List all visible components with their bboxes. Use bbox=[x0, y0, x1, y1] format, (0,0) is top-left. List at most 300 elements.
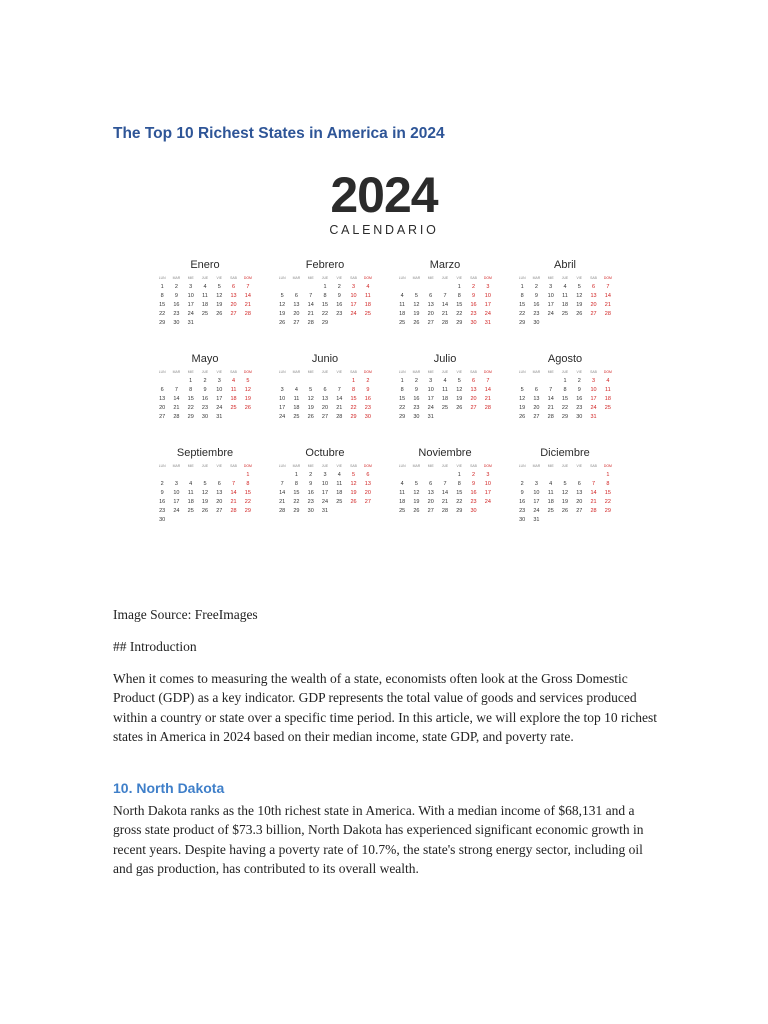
month-day-grid bbox=[395, 274, 495, 328]
day-number: 14 bbox=[441, 490, 449, 496]
day-number: 21 bbox=[441, 311, 449, 317]
day-number: 22 bbox=[244, 499, 251, 505]
month-noviembre bbox=[395, 446, 495, 516]
empty-day-cell bbox=[529, 471, 543, 480]
weekday-header: MAR bbox=[292, 276, 301, 280]
day-number: 17 bbox=[533, 499, 540, 505]
day-number: 3 bbox=[217, 378, 221, 384]
day-number: 14 bbox=[307, 302, 314, 308]
day-number: 26 bbox=[201, 508, 209, 514]
weekday-header: LUN bbox=[398, 276, 406, 280]
calendar-image bbox=[155, 168, 613, 533]
day-number: 8 bbox=[457, 481, 461, 487]
weekday-header: MAR bbox=[532, 464, 541, 468]
day-number: 20 bbox=[470, 396, 477, 402]
day-number: 25 bbox=[561, 311, 569, 317]
day-number: 25 bbox=[336, 499, 343, 505]
day-number: 2 bbox=[174, 284, 178, 290]
day-number: 20 bbox=[427, 311, 434, 317]
day-number: 7 bbox=[592, 481, 596, 487]
month-name: Diciembre bbox=[540, 447, 590, 459]
day-number: 10 bbox=[216, 387, 223, 393]
day-number: 25 bbox=[187, 508, 194, 514]
weekday-header: DOM bbox=[483, 370, 492, 374]
day-number: 12 bbox=[279, 302, 286, 308]
weekday-header: JUE bbox=[201, 464, 209, 468]
weekday-header: MAR bbox=[412, 370, 421, 374]
day-number: 4 bbox=[443, 378, 447, 384]
day-number: 10 bbox=[427, 387, 434, 393]
day-number: 16 bbox=[519, 499, 526, 505]
day-number: 13 bbox=[427, 490, 434, 496]
month-day-grid bbox=[515, 462, 615, 525]
day-number: 11 bbox=[230, 387, 237, 393]
day-number: 1 bbox=[400, 378, 404, 384]
weekday-header: DOM bbox=[243, 370, 252, 374]
day-number: 19 bbox=[216, 302, 223, 308]
day-number: 17 bbox=[427, 396, 434, 402]
day-number: 17 bbox=[279, 405, 286, 411]
month-day-grid bbox=[395, 368, 495, 422]
day-number: 14 bbox=[279, 490, 286, 496]
day-number: 26 bbox=[244, 405, 251, 411]
day-number: 30 bbox=[307, 508, 314, 514]
weekday-header: SAB bbox=[470, 370, 477, 374]
day-number: 10 bbox=[484, 481, 491, 487]
day-number: 27 bbox=[470, 405, 477, 411]
day-number: 6 bbox=[472, 378, 476, 384]
day-number: 10 bbox=[173, 490, 180, 496]
day-number: 26 bbox=[413, 508, 420, 514]
empty-day-cell bbox=[304, 377, 318, 386]
day-number: 22 bbox=[456, 499, 463, 505]
day-number: 16 bbox=[364, 396, 371, 402]
day-number: 27 bbox=[364, 499, 371, 505]
empty-day-cell bbox=[438, 471, 452, 480]
day-number: 9 bbox=[174, 293, 178, 299]
day-number: 12 bbox=[413, 302, 420, 308]
day-number: 2 bbox=[203, 378, 207, 384]
day-number: 18 bbox=[441, 396, 449, 402]
day-number: 3 bbox=[429, 378, 433, 384]
weekday-header: MIE bbox=[187, 370, 194, 374]
weekday-header: SAB bbox=[470, 464, 477, 468]
empty-day-cell bbox=[169, 471, 183, 480]
day-number: 27 bbox=[293, 320, 300, 326]
day-number: 2 bbox=[366, 378, 370, 384]
empty-day-cell bbox=[395, 283, 409, 292]
month-day-grid bbox=[515, 274, 615, 328]
day-number: 12 bbox=[350, 481, 357, 487]
day-number: 7 bbox=[549, 387, 553, 393]
weekday-header: SAB bbox=[230, 370, 237, 374]
day-number: 11 bbox=[399, 302, 405, 308]
day-number: 5 bbox=[309, 387, 313, 393]
day-number: 15 bbox=[399, 396, 406, 402]
day-number: 24 bbox=[547, 311, 554, 317]
day-number: 21 bbox=[307, 311, 314, 317]
day-number: 16 bbox=[173, 302, 180, 308]
day-number: 22 bbox=[159, 311, 166, 317]
day-number: 19 bbox=[350, 490, 357, 496]
day-number: 27 bbox=[427, 320, 434, 326]
weekday-header: MAR bbox=[532, 276, 541, 280]
day-number: 2 bbox=[309, 472, 313, 478]
day-number: 8 bbox=[294, 481, 298, 487]
day-number: 19 bbox=[201, 499, 209, 505]
month-diciembre bbox=[515, 446, 615, 525]
day-number: 20 bbox=[321, 405, 329, 411]
day-number: 6 bbox=[577, 481, 581, 487]
day-number: 24 bbox=[484, 499, 491, 505]
day-number: 24 bbox=[590, 405, 597, 411]
weekday-header: SAB bbox=[590, 276, 597, 280]
weekday-header: LUN bbox=[278, 276, 286, 280]
day-number: 7 bbox=[443, 293, 447, 299]
day-number: 21 bbox=[336, 405, 343, 411]
empty-day-cell bbox=[332, 377, 346, 386]
day-number: 19 bbox=[307, 405, 314, 411]
weekday-header: DOM bbox=[603, 276, 612, 280]
empty-day-cell bbox=[558, 471, 572, 480]
day-number: 20 bbox=[364, 490, 371, 496]
day-number: 4 bbox=[337, 472, 341, 478]
day-number: 15 bbox=[561, 396, 569, 402]
day-number: 12 bbox=[519, 396, 526, 402]
empty-day-cell bbox=[289, 283, 303, 292]
day-number: 1 bbox=[457, 284, 461, 290]
day-number: 21 bbox=[173, 405, 180, 411]
day-number: 1 bbox=[246, 472, 250, 478]
day-number: 5 bbox=[414, 481, 418, 487]
day-number: 15 bbox=[456, 302, 463, 308]
month-name: Septiembre bbox=[176, 447, 234, 459]
day-number: 7 bbox=[280, 481, 284, 487]
day-number: 3 bbox=[174, 481, 178, 487]
day-number: 2 bbox=[414, 378, 418, 384]
day-number: 9 bbox=[160, 490, 164, 496]
day-number: 24 bbox=[187, 311, 194, 317]
day-number: 25 bbox=[364, 311, 371, 317]
weekday-header: MIE bbox=[427, 370, 434, 374]
day-number: 18 bbox=[604, 396, 611, 402]
day-number: 28 bbox=[441, 508, 449, 514]
day-number: 9 bbox=[577, 387, 581, 393]
day-number: 24 bbox=[321, 499, 329, 505]
empty-day-cell bbox=[586, 471, 600, 480]
day-number: 11 bbox=[364, 293, 371, 299]
day-number: 23 bbox=[533, 311, 540, 317]
weekday-header: DOM bbox=[243, 276, 252, 280]
day-number: 28 bbox=[484, 405, 491, 411]
day-number: 24 bbox=[216, 405, 223, 411]
day-number: 18 bbox=[336, 490, 343, 496]
weekday-header: DOM bbox=[363, 464, 372, 468]
day-number: 9 bbox=[337, 293, 341, 299]
day-number: 11 bbox=[293, 396, 300, 402]
weekday-header: SAB bbox=[230, 464, 237, 468]
day-number: 15 bbox=[519, 302, 526, 308]
day-number: 29 bbox=[159, 320, 166, 326]
weekday-header: LUN bbox=[278, 464, 286, 468]
weekday-header: DOM bbox=[243, 464, 252, 468]
day-number: 24 bbox=[427, 405, 434, 411]
day-number: 23 bbox=[470, 499, 477, 505]
day-number: 15 bbox=[159, 302, 166, 308]
day-number: 8 bbox=[563, 387, 567, 393]
month-name: Mayo bbox=[191, 353, 219, 365]
day-number: 28 bbox=[604, 311, 611, 317]
day-number: 10 bbox=[321, 481, 329, 487]
weekday-header: MAR bbox=[172, 464, 181, 468]
day-number: 27 bbox=[159, 414, 166, 420]
month-junio bbox=[275, 352, 375, 422]
day-number: 2 bbox=[160, 481, 164, 487]
day-number: 25 bbox=[399, 320, 406, 326]
day-number: 21 bbox=[230, 499, 237, 505]
day-number: 30 bbox=[413, 414, 420, 420]
day-number: 19 bbox=[456, 396, 463, 402]
day-number: 4 bbox=[294, 387, 298, 393]
day-number: 27 bbox=[533, 414, 540, 420]
day-number: 10 bbox=[533, 490, 540, 496]
day-number: 15 bbox=[456, 490, 463, 496]
day-number: 11 bbox=[202, 293, 208, 299]
day-number: 19 bbox=[576, 302, 583, 308]
weekday-header: VIE bbox=[216, 370, 223, 374]
day-number: 26 bbox=[279, 320, 286, 326]
weekday-header: JUE bbox=[561, 370, 569, 374]
day-number: 18 bbox=[201, 302, 209, 308]
day-number: 13 bbox=[159, 396, 166, 402]
day-number: 23 bbox=[201, 405, 209, 411]
day-number: 14 bbox=[244, 293, 251, 299]
day-number: 12 bbox=[307, 396, 314, 402]
weekday-header: MIE bbox=[187, 276, 194, 280]
month-mayo bbox=[155, 352, 255, 422]
day-number: 6 bbox=[366, 472, 370, 478]
weekday-header: MAR bbox=[292, 370, 301, 374]
weekday-header: VIE bbox=[576, 370, 583, 374]
day-number: 21 bbox=[590, 499, 597, 505]
day-number: 29 bbox=[187, 414, 194, 420]
day-number: 6 bbox=[232, 284, 236, 290]
day-number: 6 bbox=[160, 387, 164, 393]
day-number: 20 bbox=[427, 499, 434, 505]
day-number: 4 bbox=[606, 378, 610, 384]
day-number: 3 bbox=[189, 284, 193, 290]
month-day-grid bbox=[155, 368, 255, 422]
day-number: 20 bbox=[590, 302, 597, 308]
day-number: 24 bbox=[173, 508, 180, 514]
weekday-header: MAR bbox=[412, 464, 421, 468]
day-number: 22 bbox=[321, 311, 329, 317]
day-number: 12 bbox=[456, 387, 463, 393]
weekday-header: LUN bbox=[518, 464, 526, 468]
day-number: 3 bbox=[352, 284, 356, 290]
day-number: 7 bbox=[443, 481, 447, 487]
day-number: 3 bbox=[534, 481, 538, 487]
weekday-header: VIE bbox=[456, 464, 463, 468]
weekday-header: VIE bbox=[456, 276, 463, 280]
month-enero bbox=[155, 258, 255, 328]
day-number: 10 bbox=[350, 293, 357, 299]
day-number: 18 bbox=[364, 302, 371, 308]
month-name: Febrero bbox=[305, 259, 345, 271]
day-number: 30 bbox=[470, 320, 477, 326]
day-number: 21 bbox=[441, 499, 449, 505]
day-number: 12 bbox=[216, 293, 223, 299]
day-number: 11 bbox=[399, 490, 405, 496]
day-number: 6 bbox=[534, 387, 538, 393]
weekday-header: LUN bbox=[398, 370, 406, 374]
day-number: 26 bbox=[576, 311, 583, 317]
empty-day-cell bbox=[318, 377, 332, 386]
day-number: 23 bbox=[576, 405, 583, 411]
day-number: 9 bbox=[203, 387, 207, 393]
day-number: 20 bbox=[576, 499, 583, 505]
month-name: Junio bbox=[311, 353, 339, 365]
month-agosto bbox=[515, 352, 615, 422]
day-number: 27 bbox=[427, 508, 434, 514]
day-number: 17 bbox=[173, 499, 180, 505]
empty-day-cell bbox=[275, 377, 289, 386]
day-number: 19 bbox=[413, 311, 420, 317]
day-number: 29 bbox=[519, 320, 526, 326]
day-number: 29 bbox=[456, 508, 463, 514]
day-number: 20 bbox=[533, 405, 540, 411]
day-number: 14 bbox=[441, 302, 449, 308]
day-number: 26 bbox=[413, 320, 420, 326]
day-number: 17 bbox=[321, 490, 329, 496]
weekday-header: DOM bbox=[603, 464, 612, 468]
weekday-header: VIE bbox=[216, 276, 223, 280]
weekday-header: VIE bbox=[336, 464, 343, 468]
day-number: 3 bbox=[323, 472, 327, 478]
month-name: Julio bbox=[433, 353, 457, 365]
day-number: 2 bbox=[472, 284, 476, 290]
day-number: 28 bbox=[336, 414, 343, 420]
month-febrero bbox=[275, 258, 375, 328]
weekday-header: LUN bbox=[158, 464, 166, 468]
day-number: 13 bbox=[321, 396, 329, 402]
day-number: 13 bbox=[293, 302, 300, 308]
empty-day-cell bbox=[275, 283, 289, 292]
day-number: 20 bbox=[216, 499, 223, 505]
day-number: 5 bbox=[352, 472, 356, 478]
day-number: 2 bbox=[337, 284, 341, 290]
day-number: 8 bbox=[520, 293, 524, 299]
month-day-grid bbox=[275, 368, 375, 422]
day-number: 28 bbox=[307, 320, 314, 326]
day-number: 10 bbox=[187, 293, 194, 299]
day-number: 21 bbox=[244, 302, 251, 308]
day-number: 19 bbox=[519, 405, 526, 411]
weekday-header: MIE bbox=[547, 370, 554, 374]
weekday-header: MAR bbox=[532, 370, 541, 374]
day-number: 6 bbox=[217, 481, 221, 487]
day-number: 16 bbox=[336, 302, 343, 308]
day-number: 14 bbox=[604, 293, 611, 299]
day-number: 27 bbox=[590, 311, 597, 317]
weekday-header: MAR bbox=[292, 464, 301, 468]
day-number: 10 bbox=[547, 293, 554, 299]
day-number: 21 bbox=[279, 499, 286, 505]
day-number: 14 bbox=[547, 396, 554, 402]
day-number: 22 bbox=[187, 405, 194, 411]
day-number: 24 bbox=[279, 414, 286, 420]
day-number: 8 bbox=[323, 293, 327, 299]
day-number: 14 bbox=[484, 387, 491, 393]
day-number: 6 bbox=[294, 293, 298, 299]
day-number: 3 bbox=[486, 472, 490, 478]
day-number: 3 bbox=[486, 284, 490, 290]
day-number: 5 bbox=[217, 284, 221, 290]
day-number: 18 bbox=[293, 405, 300, 411]
day-number: 23 bbox=[159, 508, 166, 514]
day-number: 15 bbox=[187, 396, 194, 402]
day-number: 15 bbox=[350, 396, 357, 402]
day-number: 12 bbox=[561, 490, 569, 496]
day-number: 28 bbox=[590, 508, 597, 514]
weekday-header: MAR bbox=[412, 276, 421, 280]
empty-day-cell bbox=[515, 377, 529, 386]
day-number: 17 bbox=[484, 302, 491, 308]
day-number: 2 bbox=[472, 472, 476, 478]
weekday-header: JUE bbox=[441, 464, 449, 468]
weekday-header: MIE bbox=[547, 276, 554, 280]
day-number: 16 bbox=[470, 490, 477, 496]
intro-heading: ## Introduction bbox=[113, 639, 197, 654]
day-number: 1 bbox=[520, 284, 524, 290]
day-number: 31 bbox=[427, 414, 434, 420]
day-number: 29 bbox=[399, 414, 406, 420]
day-number: 16 bbox=[470, 302, 477, 308]
month-day-grid bbox=[275, 274, 375, 328]
day-number: 21 bbox=[547, 405, 554, 411]
day-number: 3 bbox=[549, 284, 553, 290]
day-number: 29 bbox=[293, 508, 300, 514]
day-number: 25 bbox=[201, 311, 209, 317]
day-number: 12 bbox=[201, 490, 209, 496]
day-number: 25 bbox=[604, 405, 611, 411]
day-number: 8 bbox=[160, 293, 164, 299]
day-number: 12 bbox=[576, 293, 583, 299]
day-number: 7 bbox=[337, 387, 341, 393]
day-number: 1 bbox=[606, 472, 610, 478]
day-number: 1 bbox=[189, 378, 193, 384]
day-number: 24 bbox=[533, 508, 540, 514]
day-number: 29 bbox=[350, 414, 357, 420]
day-number: 13 bbox=[230, 293, 237, 299]
day-number: 15 bbox=[321, 302, 329, 308]
empty-day-cell bbox=[226, 471, 240, 480]
day-number: 4 bbox=[366, 284, 370, 290]
day-number: 30 bbox=[159, 517, 166, 523]
month-septiembre bbox=[155, 446, 255, 525]
day-number: 9 bbox=[366, 387, 370, 393]
month-name: Agosto bbox=[547, 353, 583, 365]
day-number: 21 bbox=[604, 302, 611, 308]
day-number: 17 bbox=[590, 396, 597, 402]
month-day-grid bbox=[275, 462, 375, 516]
month-name: Abril bbox=[553, 259, 576, 271]
day-number: 31 bbox=[590, 414, 597, 420]
weekday-header: LUN bbox=[158, 276, 166, 280]
day-number: 1 bbox=[323, 284, 327, 290]
empty-day-cell bbox=[572, 471, 586, 480]
day-number: 2 bbox=[520, 481, 524, 487]
